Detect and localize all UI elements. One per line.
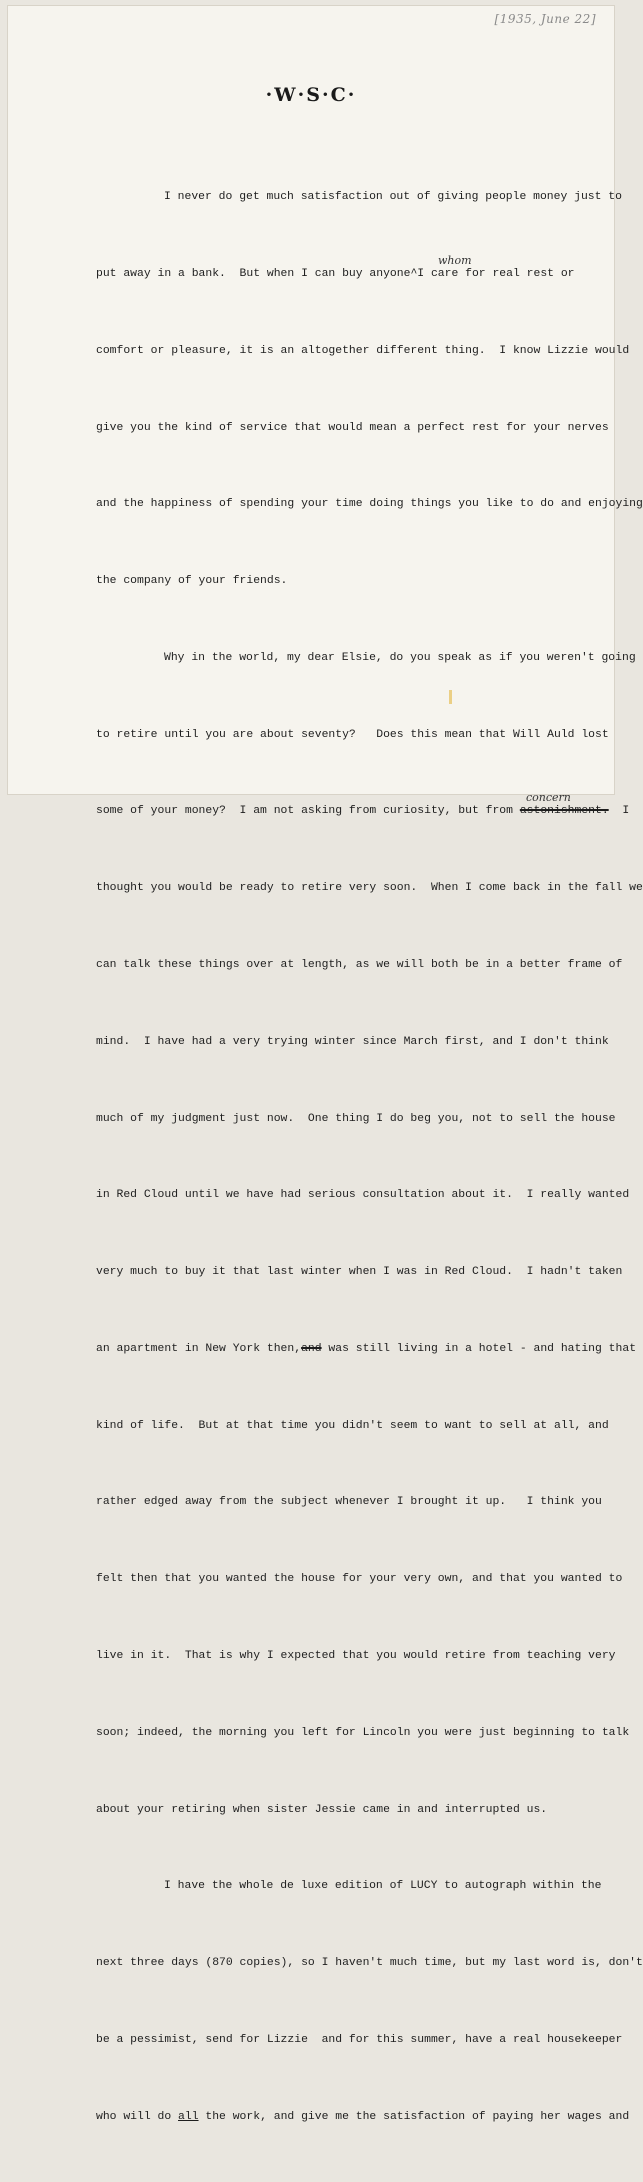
handwritten-insert-whom: whom xyxy=(438,253,472,267)
insert-caret: ^ xyxy=(410,267,418,280)
text-line xyxy=(96,2105,630,2131)
letter-page xyxy=(8,6,643,2123)
text-line: I never do get much satisfaction out of giving people money just to xyxy=(164,191,622,204)
text-line: in Red Cloud until we have had serious consultation about it. I really wanted xyxy=(96,1189,630,1202)
archival-date-note: [1935, June 22] xyxy=(494,12,596,26)
text-line: be a pessimist, send for Lizzie and for this summer, have a real housekeeper xyxy=(96,2033,623,2046)
text-segment: the work, and give me the satisfaction of paying her wages and xyxy=(198,2110,630,2123)
text-line: comfort or pleasure, it is an altogether different thing. I know Lizzie would xyxy=(96,344,630,357)
text-line: and the happiness of spending your time doing things you like to do and enjoying xyxy=(96,498,643,511)
paper-stain xyxy=(449,690,452,704)
text-line xyxy=(96,253,596,288)
text-line: thought you would be ready to retire very soon. When I come back in the fall we xyxy=(96,882,643,895)
letterhead-monogram: ·W·S·C· xyxy=(265,84,357,106)
letter-body xyxy=(96,134,643,2182)
text-line: Why in the world, my dear Elsie, do you speak as if you weren't going xyxy=(164,651,636,664)
text-line: the company of your friends. xyxy=(96,575,288,588)
struck-word: astonishment. xyxy=(519,805,609,818)
text-line: give you the kind of service that would mean a perfect rest for your nerves xyxy=(96,421,609,434)
text-segment: who will do xyxy=(96,2110,179,2123)
text-line: soon; indeed, the morning you left for Lincoln you were just beginning to talk xyxy=(96,1726,630,1739)
text-line: much of my judgment just now. One thing I do beg you, not to sell the house xyxy=(96,1112,616,1125)
text-line: kind of life. But at that time you didn't seem to want to sell at all, and xyxy=(96,1419,609,1432)
text-line: I have the whole de luxe edition of LUCY to autograph within the xyxy=(164,1880,602,1893)
text-segment: was still living in a hotel - and hating that xyxy=(321,1342,637,1355)
text-segment: some of your money? I am not asking from curiosity, but from xyxy=(96,805,520,818)
text-line: live in it. That is why I expected that you would retire from teaching very xyxy=(96,1650,616,1663)
text-segment: I xyxy=(608,805,630,818)
text-line: felt then that you wanted the house for your very own, and that you wanted to xyxy=(96,1573,623,1586)
text-line xyxy=(96,791,630,825)
text-line: can talk these things over at length, as we will both be in a better frame of xyxy=(96,959,623,971)
text-line: very much to buy it that last winter when I was in Red Cloud. I hadn't taken xyxy=(96,1266,623,1279)
text-segment: an apartment in New York then, xyxy=(96,1342,302,1355)
underlined-word: all xyxy=(178,2110,199,2123)
text-line: mind. I have had a very trying winter since March first, and I don't think xyxy=(96,1035,609,1048)
text-line: next three days (870 copies), so I haven't much time, but my last word is, don't xyxy=(96,1957,643,1970)
text-line: to retire until you are about seventy? Does this mean that Will Auld lost xyxy=(96,728,609,741)
text-line: about your retiring when sister Jessie came in and interrupted us. xyxy=(96,1803,548,1816)
struck-word: and xyxy=(301,1342,322,1355)
text-line xyxy=(96,1337,637,1363)
handwritten-insert-concern: concern xyxy=(526,791,571,805)
text-segment: I care for real rest or xyxy=(417,267,575,280)
text-line: rather edged away from the subject whenever I brought it up. I think you xyxy=(96,1496,602,1509)
text-segment: put away in a bank. But when I can buy anyone xyxy=(96,267,411,280)
